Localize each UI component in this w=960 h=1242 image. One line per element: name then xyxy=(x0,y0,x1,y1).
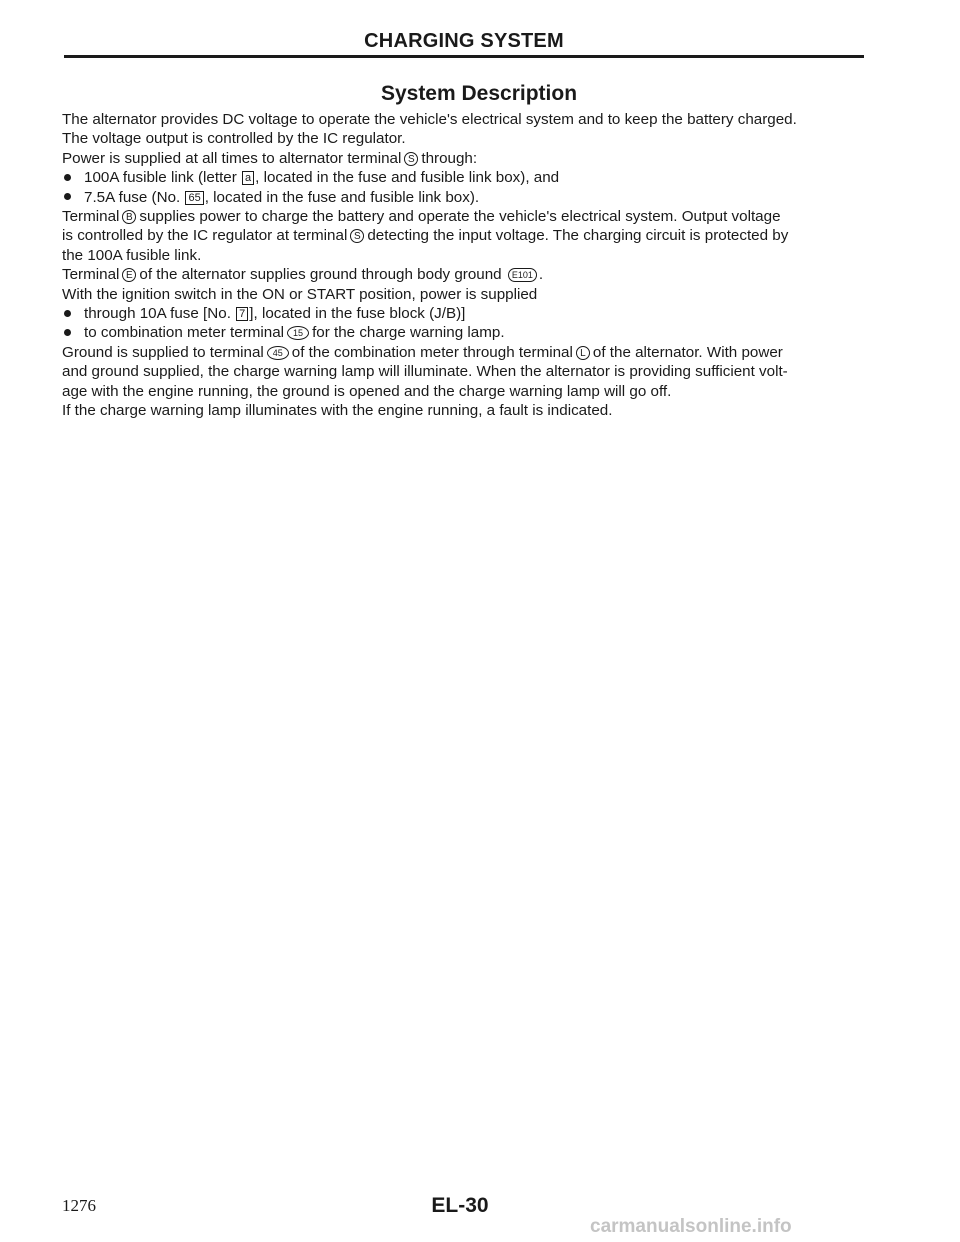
terminal-15-symbol: 15 xyxy=(287,326,309,340)
terminal-b-symbol: B xyxy=(122,210,136,224)
terminal-s-symbol: S xyxy=(350,229,364,243)
terminal-s-symbol: S xyxy=(404,152,418,166)
text-line: With the ignition switch in the ON or START position, power is supplied xyxy=(62,285,538,303)
text-line: Ground is supplied to terminal 45 of the combination meter through terminal L of the alternator. With power xyxy=(62,343,783,361)
header-rule xyxy=(64,55,864,58)
terminal-e-symbol: E xyxy=(122,268,136,282)
page-header-title: CHARGING SYSTEM xyxy=(364,30,564,52)
fuse-7-box: 7 xyxy=(236,307,248,321)
watermark-text: carmanualsonline.info xyxy=(590,1216,792,1237)
text-line: age with the engine running, the ground is opened and the charge warning lamp will go off. xyxy=(62,382,672,400)
text-line: The alternator provides DC voltage to operate the vehicle's electrical system and to keep the battery charged. xyxy=(62,111,797,128)
bullet-icon xyxy=(64,310,71,317)
text-line: Power is supplied at all times to alternator terminal S through: xyxy=(62,149,478,167)
text-line: the 100A fusible link. xyxy=(62,246,202,264)
text-line: is controlled by the IC regulator at terminal S detecting the input voltage. The charging circuit is protected by xyxy=(62,227,789,245)
bullet-item: through 10A fuse [No. 7 ], located in the fuse block (J/B)] xyxy=(62,304,892,323)
text-line: If the charge warning lamp illuminates with the engine running, a fault is indicated. xyxy=(62,402,613,420)
system-description-body xyxy=(62,110,892,421)
letter-a-box: a xyxy=(242,171,254,185)
page-number-left: 1276 xyxy=(62,1196,96,1215)
page-number-center: EL-30 xyxy=(431,1194,489,1217)
text-line: and ground supplied, the charge warning lamp will illuminate. When the alternator is providing sufficient volt- xyxy=(62,363,788,381)
body-ground-e101-symbol: E101 xyxy=(508,268,537,282)
bullet-icon xyxy=(64,193,71,200)
text-line: Terminal E of the alternator supplies ground through body ground E101 . xyxy=(62,266,544,284)
text-line: Terminal B supplies power to charge the battery and operate the vehicle's electrical system. Output voltage xyxy=(62,208,781,226)
section-title: System Description xyxy=(380,82,578,105)
fuse-65-box: 65 xyxy=(185,191,203,205)
bullet-icon xyxy=(64,174,71,181)
terminal-l-symbol: L xyxy=(576,346,590,360)
bullet-icon xyxy=(64,329,71,336)
text-line: The voltage output is controlled by the IC regulator. xyxy=(62,130,406,148)
bullet-item: to combination meter terminal 15 for the charge warning lamp. xyxy=(62,323,892,342)
bullet-item: 7.5A fuse (No. 65 , located in the fuse and fusible link box). xyxy=(62,188,892,207)
terminal-45-symbol: 45 xyxy=(267,346,289,360)
bullet-item: 100A fusible link (letter a , located in the fuse and fusible link box), and xyxy=(62,168,892,187)
